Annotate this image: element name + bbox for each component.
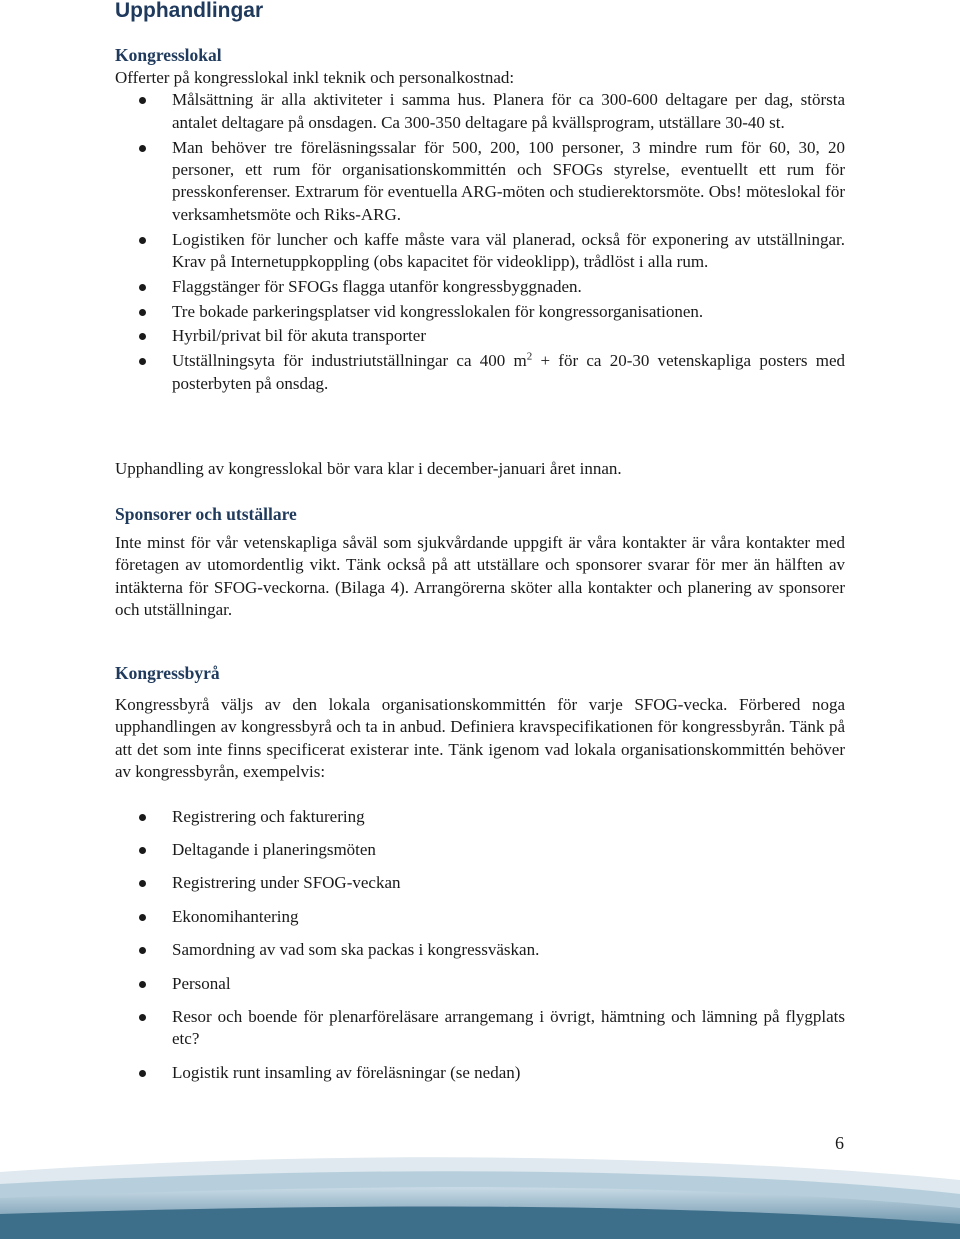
superscript: 2 [526,350,533,363]
list-item: Ekonomihantering [115,906,845,928]
page-title: Upphandlingar [115,0,264,22]
sponsorer-text: Inte minst för vår vetenskapliga såväl som sjukvårdande uppgift är våra kontakter är våra kontakter med företagen av utomordentlig vikt. Tänk också på att utställare och sponsorer svarar för mer än hälften av intäkterna för SFOG-veckorna. (Bilaga 4). Arrangörerna sköter alla kontakter och planering av sponsorer och utställningar. [115,533,845,620]
list-item: Målsättning är alla aktiviteter i samma hus. Planera för ca 300-600 deltagare per dag, största antalet deltagare på onsdagen. Ca 300-350 deltagare på kvällsprogram, utställare 30-40 st. [115,89,845,134]
list-item: Hyrbil/privat bil för akuta transporter [115,325,845,347]
list-item: Samordning av vad som ska packas i kongressväskan. [115,939,845,961]
kongresslokal-intro: Offerter på kongresslokal inkl teknik och personalkostnad: [115,68,515,87]
list-item: Resor och boende för plenarföreläsare arrangemang i övrigt, hämtning och lämning på flygplats etc? [115,1006,845,1051]
heading-kongresslokal: Kongresslokal [115,45,222,65]
heading-kongressbyra: Kongressbyrå [115,663,220,683]
list-item: Flaggstänger för SFOGs flagga utanför kongressbyggnaden. [115,276,845,298]
list-item: Logistik runt insamling av föreläsningar (se nedan) [115,1062,845,1084]
item-text: Utställningsyta för industriutställningar ca 400 m [172,351,527,371]
list-item: Registrering och fakturering [115,806,845,828]
list-item: Personal [115,973,845,995]
list-item: Logistiken för luncher och kaffe måste vara väl planerad, också för exponering av utställningar. Krav på Internetuppkoppling (obs kapacitet för videoklipp), trådlöst i alla rum. [115,229,845,274]
list-item: Registrering under SFOG-veckan [115,872,845,894]
list-item: Tre bokade parkeringsplatser vid kongresslokalen för kongressorganisationen. [115,301,845,323]
list-item: Deltagande i planeringsmöten [115,839,845,861]
section-kongresslokal [115,44,845,397]
list-item: Man behöver tre föreläsningssalar för 500, 200, 100 personer, 3 mindre rum för 60, 30, 20 personer, ett rum för organisationskommittén och SFOGs styrelse, eventuellt ett rum för presskonferenser. Extrarum för eventuella ARG-möten och studierektorsmöte. Obs! möteslokal för verksamhetsmöte och Riks-ARG. [115,137,845,227]
kongresslokal-list [115,89,845,395]
kongressbyra-text: Kongressbyrå väljs av den lokala organisationskommittén för varje SFOG-vecka. Förbered noga upphandlingen av kongressbyrå och ta in anbud. Definiera kravspecifikationen för kongressbyrån. Tänk på att det som inte finns specificerat existerar inte. Tänk igenom vad lokala organisationskommittén behöver av kongressbyrån, exempelvis: [115,695,845,782]
heading-sponsorer: Sponsorer och utställare [115,504,297,524]
list-item [115,350,845,395]
kongresslokal-closing: Upphandling av kongresslokal bör vara klar i december-januari året innan. [115,459,622,478]
footer-wave-decoration [0,1150,960,1239]
kongressbyra-list [115,806,845,1085]
section-kongressbyra [115,662,845,1095]
section-sponsorer [115,503,845,622]
page-number: 6 [835,1133,844,1153]
item-text: + för ca 20-30 vetenskapliga posters med posterbyten på onsdag. [172,351,845,393]
